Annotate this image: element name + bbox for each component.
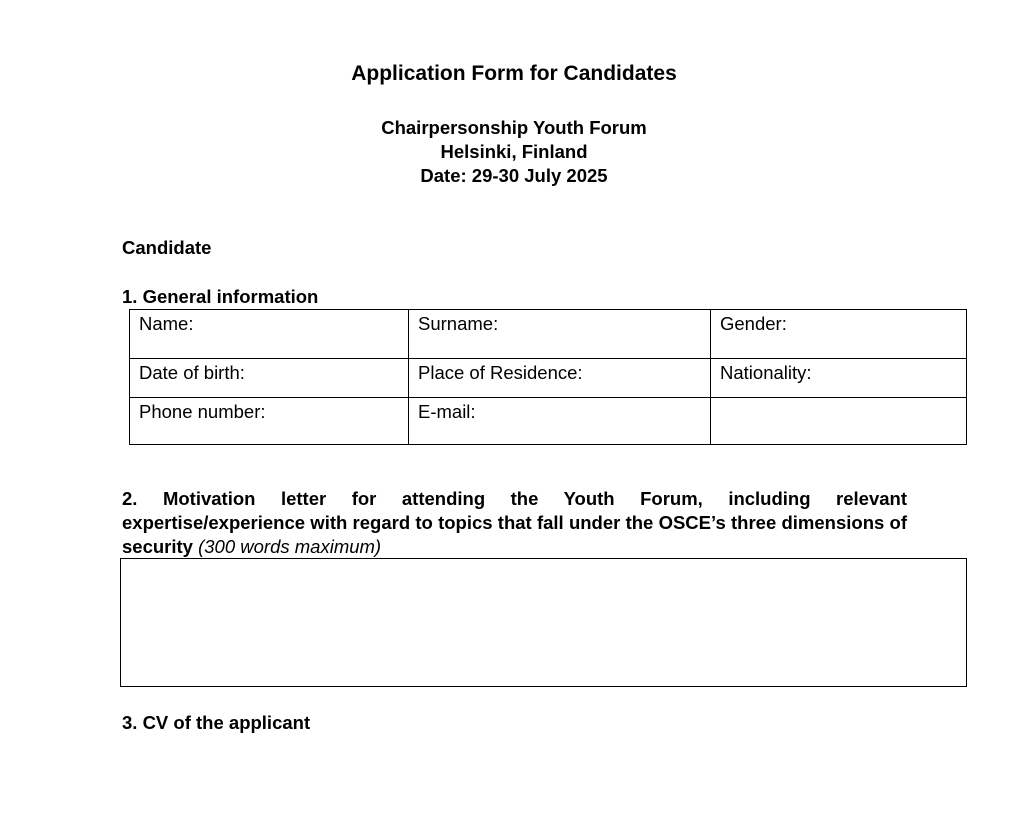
event-date: Date: 29-30 July 2025 <box>420 165 608 186</box>
surname-field[interactable]: Surname: <box>409 310 711 359</box>
date-of-birth-field[interactable]: Date of birth: <box>130 359 409 398</box>
table-row <box>130 359 967 398</box>
motivation-heading-text: 2. Motivation letter for attending the Youth Forum, including relevant expertise/experience with regard to topics that fall under the OSCE’s three dimensions of security <box>122 488 907 557</box>
event-details <box>0 116 1024 188</box>
general-information-heading: 1. General information <box>122 286 319 307</box>
gender-field[interactable]: Gender: <box>711 310 967 359</box>
cv-heading: 3. CV of the applicant <box>122 712 311 733</box>
motivation-letter-box[interactable] <box>120 558 967 687</box>
table-row <box>130 310 967 359</box>
candidate-label: Candidate <box>122 237 212 258</box>
email-field[interactable]: E-mail: <box>409 398 711 445</box>
word-limit-note: (300 words maximum) <box>198 536 382 557</box>
motivation-letter-heading <box>122 487 907 559</box>
event-location: Helsinki, Finland <box>440 141 588 162</box>
name-field[interactable]: Name: <box>130 310 409 359</box>
empty-cell[interactable] <box>711 398 967 445</box>
general-information-table <box>129 309 967 445</box>
event-name: Chairpersonship Youth Forum <box>381 117 647 138</box>
nationality-field[interactable]: Nationality: <box>711 359 967 398</box>
place-of-residence-field[interactable]: Place of Residence: <box>409 359 711 398</box>
table-row <box>130 398 967 445</box>
phone-number-field[interactable]: Phone number: <box>130 398 409 445</box>
form-title: Application Form for Candidates <box>351 62 677 85</box>
